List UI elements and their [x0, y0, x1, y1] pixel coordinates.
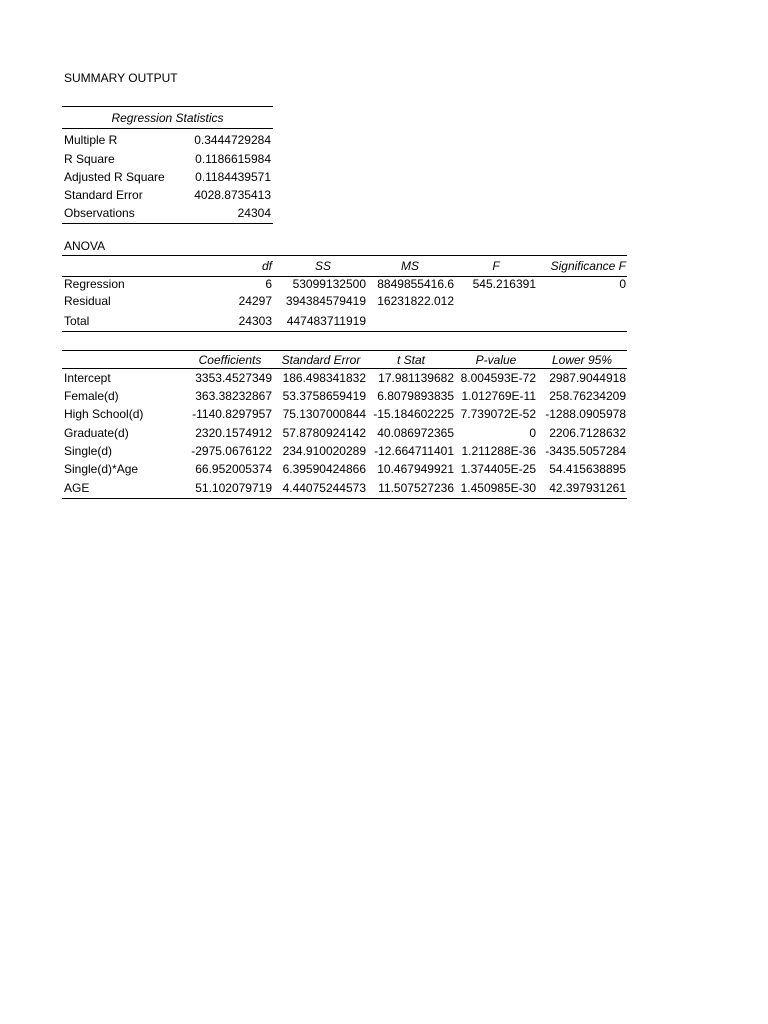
anova-label: ANOVA [64, 239, 106, 253]
stat-row-multiple-r [64, 131, 271, 149]
table-bottom-rule [62, 498, 627, 499]
header-lower-95: Lower 95% [551, 353, 613, 367]
stat-label: Adjusted R Square [64, 170, 165, 184]
t-stat-value: 10.467949921 [377, 462, 454, 476]
standard-error-value: 6.39590424866 [282, 462, 366, 476]
significance-f-value: 0 [619, 277, 626, 291]
p-value: 7.739072E-52 [460, 407, 536, 421]
standard-error-value: 57.8780924142 [282, 426, 366, 440]
table-top-rule [62, 255, 627, 256]
coefficient-value: 66.952005374 [195, 462, 272, 476]
stat-label: Observations [64, 206, 135, 220]
header-t-stat: t Stat [396, 353, 425, 367]
regression-statistics-header: Regression Statistics [111, 111, 224, 125]
ss-value: 447483711919 [286, 314, 366, 328]
table-row [62, 479, 627, 497]
table-row [62, 369, 627, 387]
lower-95-value: 2206.7128632 [549, 426, 626, 440]
ms-value: 8849855416.6 [377, 277, 454, 291]
t-stat-value: 17.981139682 [378, 371, 454, 385]
header-ss: SS [314, 259, 331, 273]
t-stat-value: -12.664711401 [374, 444, 454, 458]
row-label: Single(d) [64, 444, 113, 458]
stat-label: R Square [64, 152, 115, 166]
header-rule [62, 128, 273, 129]
coefficients-table [62, 350, 627, 500]
regression-statistics-table [62, 106, 273, 220]
stat-label: Standard Error [64, 188, 143, 202]
header-f: F [492, 259, 500, 273]
table-bottom-rule [62, 223, 273, 224]
coefficient-value: 51.102079719 [195, 481, 272, 495]
f-value [456, 312, 536, 330]
coefficient-value: 363.38232867 [195, 389, 272, 403]
standard-error-value: 75.1307000844 [282, 407, 366, 421]
p-value: 1.450985E-30 [460, 481, 536, 495]
lower-95-value: 54.415638895 [549, 462, 626, 476]
row-label: Female(d) [64, 389, 119, 403]
lower-95-value: 2987.9044918 [549, 371, 626, 385]
ms-value [366, 312, 454, 330]
ss-value: 394384579419 [285, 294, 366, 308]
t-stat-value: 40.086972365 [377, 426, 454, 440]
stat-label: Multiple R [64, 133, 118, 147]
table-top-rule [62, 106, 273, 107]
header-coefficients: Coefficients [198, 353, 262, 367]
coefficient-value: -1140.8297957 [192, 407, 272, 421]
lower-95-value: 258.76234209 [549, 389, 626, 403]
row-label: AGE [64, 481, 90, 495]
stat-value: 0.1186615984 [195, 152, 271, 166]
row-label: Single(d)*Age [64, 462, 139, 476]
table-row [62, 460, 627, 478]
stat-row-observations [64, 204, 271, 222]
table-row [62, 442, 627, 460]
standard-error-value: 53.3758659419 [282, 389, 366, 403]
p-value: 1.374405E-25 [460, 462, 536, 476]
coefficient-value: 2320.1574912 [195, 426, 272, 440]
coefficients-header-row [62, 351, 627, 369]
p-value: 1.012769E-11 [461, 389, 536, 403]
row-label: High School(d) [64, 407, 144, 421]
f-value: 545.216391 [472, 277, 536, 291]
significance-f-value [542, 292, 626, 310]
t-stat-value: 6.8079893835 [377, 389, 454, 403]
stat-value: 24304 [237, 206, 271, 220]
p-value: 8.004593E-72 [460, 371, 536, 385]
f-value [456, 292, 536, 310]
table-bottom-rule [62, 331, 627, 332]
header-significance-f: Significance F [550, 259, 626, 273]
stat-value: 0.3444729284 [194, 133, 271, 147]
t-stat-value: 11.507527236 [378, 481, 454, 495]
p-value: 1.211288E-36 [461, 444, 536, 458]
row-label: Residual [64, 294, 111, 308]
coefficient-value: 3353.4527349 [195, 371, 272, 385]
standard-error-value: 4.44075244573 [282, 481, 366, 495]
anova-header-row [62, 257, 627, 275]
anova-table [62, 255, 627, 333]
stat-value: 0.1184439571 [195, 170, 271, 184]
ms-value: 16231822.012 [377, 294, 454, 308]
ss-value: 53099132500 [292, 277, 366, 291]
header-standard-error: Standard Error [281, 353, 361, 367]
table-row [62, 292, 627, 310]
stat-value: 4028.8735413 [194, 188, 271, 202]
row-label: Regression [64, 277, 125, 291]
header-ms: MS [401, 259, 419, 273]
header-df: df [261, 259, 272, 273]
lower-95-value: -1288.0905978 [545, 407, 626, 421]
standard-error-value: 186.498341832 [282, 371, 366, 385]
table-row [62, 312, 627, 330]
stat-row-adjusted-r-square [64, 168, 271, 186]
df-value: 24297 [238, 294, 272, 308]
table-row [62, 405, 627, 423]
coefficient-value: -2975.0676122 [191, 444, 272, 458]
table-row [62, 424, 627, 442]
lower-95-value: 42.397931261 [549, 481, 626, 495]
p-value: 0 [529, 426, 536, 440]
table-row [62, 275, 627, 293]
row-label: Intercept [64, 371, 111, 385]
significance-f-value [542, 312, 626, 330]
header-p-value: P-value [475, 353, 517, 367]
stat-row-r-square [64, 150, 271, 168]
stat-row-standard-error [64, 186, 271, 204]
row-label: Total [64, 314, 90, 328]
df-value: 6 [265, 277, 272, 291]
standard-error-value: 234.910020289 [282, 444, 366, 458]
lower-95-value: -3435.5057284 [545, 444, 626, 458]
summary-title: SUMMARY OUTPUT [64, 71, 178, 85]
df-value: 24303 [238, 314, 272, 328]
t-stat-value: -15.184602225 [373, 407, 454, 421]
table-row [62, 387, 627, 405]
row-label: Graduate(d) [64, 426, 129, 440]
